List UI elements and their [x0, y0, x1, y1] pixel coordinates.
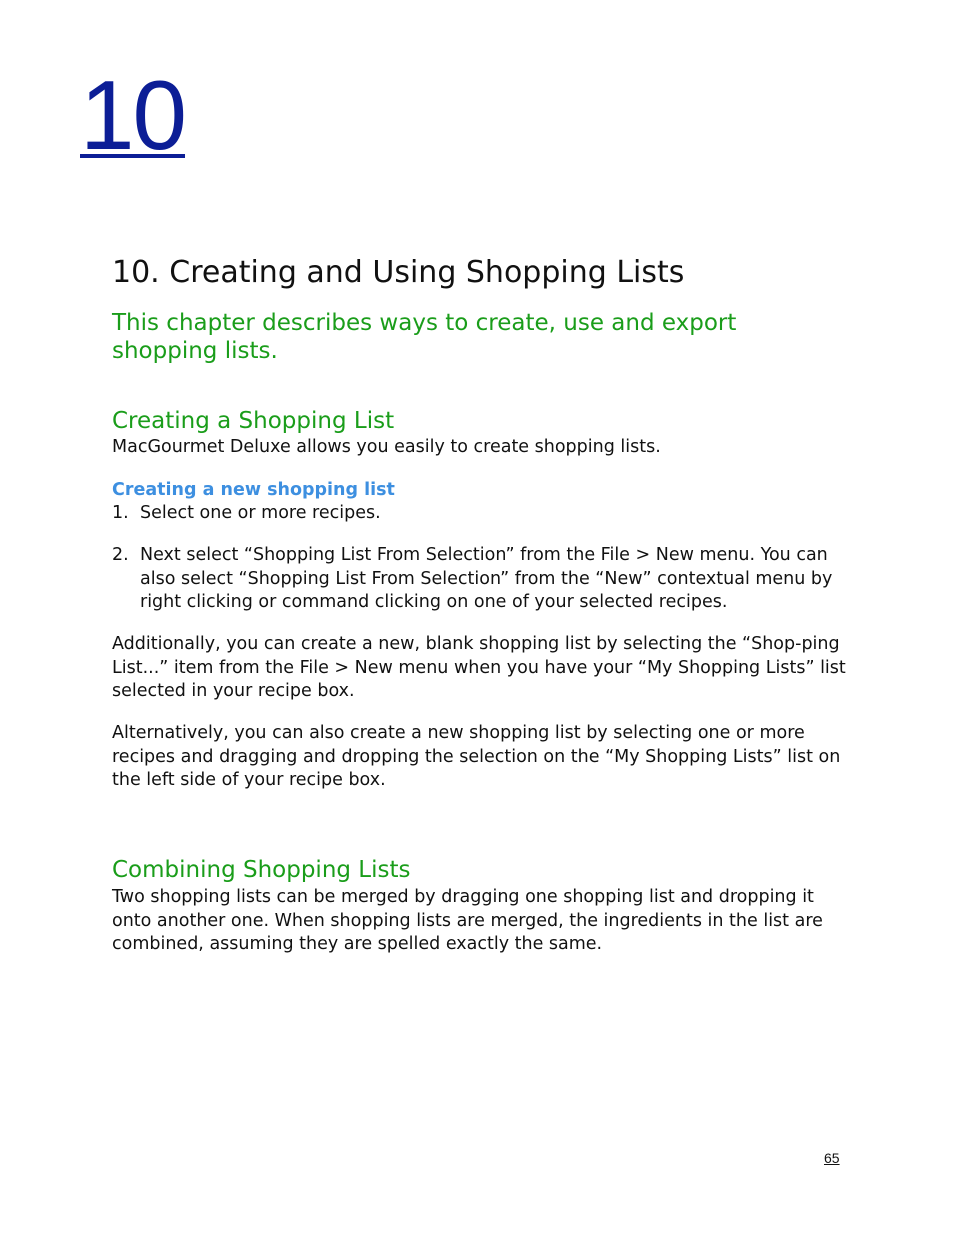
- subheading-new-list: Creating a new shopping list: [112, 480, 395, 500]
- section-heading-combining: Combining Shopping Lists: [112, 857, 411, 883]
- paragraph-combining: Two shopping lists can be merged by dragging one shopping list and dropping it onto another one. When shopping lists are merged, the ingredients in the list are combined, assuming they are spelled exactly the same.: [112, 887, 823, 954]
- paragraph-additionally: Additionally, you can create a new, blank shopping list by selecting the “Shop-ping List...” item from the File > New menu when you have your “My Shopping Lists” list selected in your recipe box.: [112, 634, 846, 701]
- section-intro-creating: MacGourmet Deluxe allows you easily to create shopping lists.: [112, 437, 661, 457]
- step-text: Next select “Shopping List From Selection” from the File > New menu. You can also select “Shopping List From Selection” from the “New” contextual menu by right clicking or command clicking on one of your selected recipes.: [140, 545, 833, 612]
- list-item: [112, 544, 852, 615]
- page-number: 65: [824, 1150, 840, 1166]
- section-heading-creating: Creating a Shopping List: [112, 408, 395, 434]
- step-number: 1.: [112, 503, 129, 523]
- chapter-number: 10: [80, 60, 186, 170]
- chapter-title: 10. Creating and Using Shopping Lists: [112, 255, 685, 290]
- step-number: 2.: [112, 545, 129, 565]
- list-item: [112, 502, 852, 526]
- step-text: Select one or more recipes.: [140, 503, 381, 523]
- paragraph-alternatively: Alternatively, you can also create a new shopping list by selecting one or more recipes and dragging and dropping the selection on the “My Shopping Lists” list on the left side of your recipe box.: [112, 723, 841, 790]
- chapter-intro: This chapter describes ways to create, use and export shopping lists.: [112, 310, 737, 364]
